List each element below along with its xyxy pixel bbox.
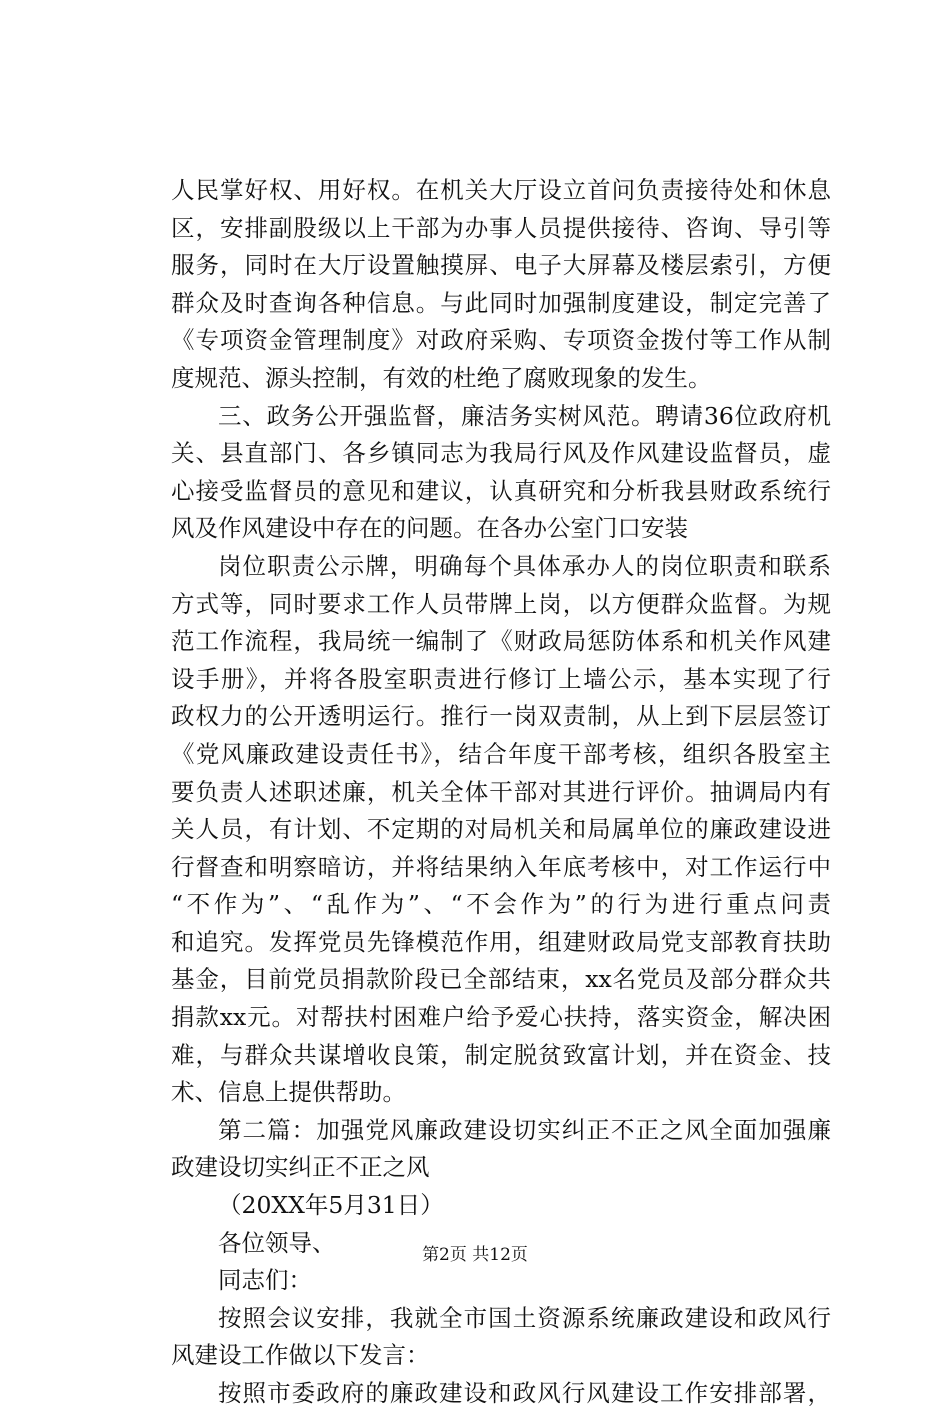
text-line: 《专项资金管理制度》对政府采购、专项资金拨付等工作从制 (171, 326, 831, 355)
text-line: “不作为”、“乱作为”、“不会作为”的行为进行重点问责 (171, 890, 831, 919)
text-line: 群众及时查询各种信息。与此同时加强制度建设，制定完善了 (171, 288, 831, 317)
text-line: 度规范、源头控制，有效的杜绝了腐败现象的发生。 (171, 363, 712, 392)
text-line: 《党风廉政建设责任书》，结合年度干部考核，组织各股室主 (171, 739, 831, 768)
section-heading-line: 政建设切实纠正不正之风 (171, 1153, 430, 1182)
paragraph-start-line: 三、政务公开强监督，廉洁务实树风范。聘请36位政府机 (218, 401, 831, 430)
text-line: 设手册》，并将各股室职责进行修订上墙公示，基本实现了行 (171, 664, 831, 693)
text-line: 和追究。发挥党员先锋模范作用，组建财政局党支部教育扶助 (171, 927, 831, 956)
text-line: 范工作流程，我局统一编制了《财政局惩防体系和机关作风建 (171, 627, 831, 656)
text-line: 服务，同时在大厅设置触摸屏、电子大屏幕及楼层索引，方便 (171, 251, 831, 280)
paragraph-start-line: 按照会议安排，我就全市国土资源系统廉政建设和政风行 (218, 1303, 831, 1332)
salutation-line: 各位领导、 (218, 1228, 336, 1257)
text-line: 要负责人述职述廉，机关全体干部对其进行评价。抽调局内有 (171, 777, 831, 806)
paragraph-start-line: 按照市委政府的廉政建设和政风行风建设工作安排部署， (218, 1379, 831, 1407)
text-line: 心接受监督员的意见和建议，认真研究和分析我县财政系统行 (171, 476, 831, 505)
text-line: 行督查和明察暗访，并将结果纳入年底考核中，对工作运行中 (171, 852, 831, 881)
text-line: 术、信息上提供帮助。 (171, 1078, 406, 1107)
text-line: 政权力的公开透明运行。推行一岗双责制，从上到下层层签订 (171, 702, 831, 731)
text-line: 捐款xx元。对帮扶村困难户给予爱心扶持，落实资金，解决困 (171, 1003, 831, 1032)
text-line: 难，与群众共谋增收良策，制定脱贫致富计划，并在资金、技 (171, 1040, 831, 1069)
date-line: （20XX年5月31日） (218, 1191, 444, 1220)
page-footer (0, 1243, 950, 1267)
text-line: 风及作风建设中存在的问题。在各办公室门口安装 (171, 514, 688, 543)
text-line: 区，安排副股级以上干部为办事人员提供接待、咨询、导引等 (171, 213, 831, 242)
text-line: 风建设工作做以下发言： (171, 1341, 430, 1370)
text-line: 关人员，有计划、不定期的对局机关和局属单位的廉政建设进 (171, 815, 831, 844)
text-line: 人民掌好权、用好权。在机关大厅设立首问负责接待处和休息 (171, 176, 831, 204)
salutation-line: 同志们： (218, 1266, 312, 1295)
text-line: 方式等，同时要求工作人员带牌上岗，以方便群众监督。为规 (171, 589, 831, 618)
section-heading-line: 第二篇：加强党风廉政建设切实纠正不正之风全面加强廉 (218, 1115, 831, 1144)
text-line: 关、县直部门、各乡镇同志为我局行风及作风建设监督员，虚 (171, 439, 831, 468)
document-body (171, 172, 831, 1413)
text-line: 基金，目前党员捐款阶段已全部结束，xx名党员及部分群众共 (171, 965, 831, 994)
page-number-label: 第2页 共12页 (422, 1245, 528, 1265)
paragraph-start-line: 岗位职责公示牌，明确每个具体承办人的岗位职责和联系 (218, 551, 831, 580)
